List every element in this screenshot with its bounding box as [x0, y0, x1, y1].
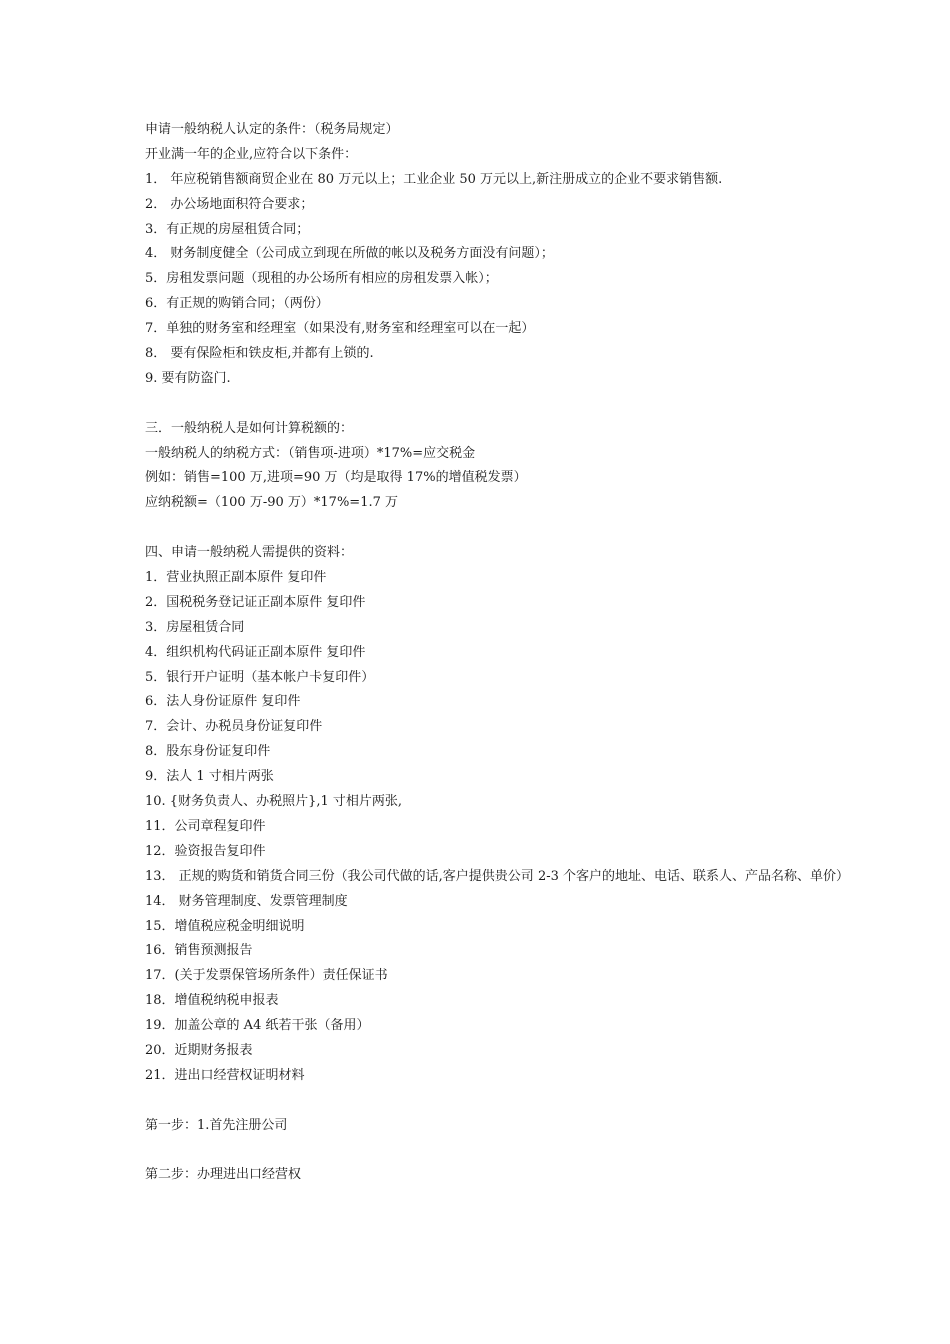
material-item: 6．法人身份证原件 复印件: [145, 694, 301, 710]
material-item: 20．近期财务报表: [145, 1042, 253, 1058]
material-item: 18．增值税纳税申报表: [145, 993, 279, 1009]
tax-result-line: 应纳税额=（100 万-90 万）*17%=1.7 万: [145, 495, 398, 511]
material-item: 17．(关于发票保管场所条件）责任保证书: [145, 968, 388, 984]
section4-title: 四、申请一般纳税人需提供的资料：: [145, 545, 354, 561]
material-item: 19．加盖公章的 A4 纸若干张（备用）: [145, 1018, 370, 1034]
step-two: 第二步：办理进出口经营权: [145, 1167, 302, 1183]
material-item: 15．增值税应税金明细说明: [145, 918, 305, 934]
tax-example-line: 例如：销售=100 万,进项=90 万（均是取得 17%的增值税发票）: [145, 470, 527, 486]
section1-intro: 开业满一年的企业,应符合以下条件：: [145, 146, 358, 162]
blank-line: [145, 516, 845, 541]
material-item: 13． 正规的购货和销货合同三份（我公司代做的话,客户提供贵公司 2-3 个客户的地址、电话、联系人、产品名称、单价）: [145, 868, 850, 884]
condition-item: 4． 财务制度健全（公司成立到现在所做的帐以及税务方面没有问题）；: [145, 246, 554, 262]
material-item: 16．销售预测报告: [145, 943, 253, 959]
condition-item: 2． 办公场地面积符合要求；: [145, 196, 314, 212]
material-item: 2．国税税务登记证正副本原件 复印件: [145, 594, 366, 610]
condition-item: 9. 要有防盗门.: [145, 370, 231, 386]
material-item: 11．公司章程复印件: [145, 818, 266, 834]
material-item: 8．股东身份证复印件: [145, 744, 271, 760]
material-item: 5．银行开户证明（基本帐户卡复印件）: [145, 669, 375, 685]
material-item: 14． 财务管理制度、发票管理制度: [145, 893, 348, 909]
section3-title: 三．一般纳税人是如何计算税额的：: [145, 420, 354, 436]
material-item: 1．营业执照正副本原件 复印件: [145, 570, 327, 586]
document-page: [145, 118, 850, 1188]
section1-title: 申请一般纳税人认定的条件：（税务局规定）: [145, 122, 399, 137]
material-item: 12．验资报告复印件: [145, 843, 266, 859]
material-item: 9．法人 1 寸相片两张: [145, 769, 274, 785]
blank-line: [145, 392, 845, 417]
condition-item: 5．房租发票问题（现租的办公场所有相应的房租发票入帐）；: [145, 271, 498, 287]
material-item: 21．进出口经营权证明材料: [145, 1067, 305, 1083]
material-item: 3．房屋租赁合同: [145, 619, 245, 635]
condition-item: 6．有正规的购销合同；（两份）: [145, 296, 329, 312]
tax-method-line: 一般纳税人的纳税方式：（销售项-进项）*17%=应交税金: [145, 445, 476, 461]
material-item: 4．组织机构代码证正副本原件 复印件: [145, 644, 366, 660]
condition-item: 7．单独的财务室和经理室（如果没有,财务室和经理室可以在一起）: [145, 321, 535, 337]
condition-item: 1． 年应税销售额商贸企业在 80 万元以上；工业企业 50 万元以上,新注册成立的企业不要求销售额.: [145, 171, 723, 187]
blank-line: [145, 1139, 845, 1164]
step-one: 第一步：1.首先注册公司: [145, 1117, 288, 1133]
condition-item: 3．有正规的房屋租赁合同；: [145, 221, 310, 237]
material-item: 10. {财务负责人、办税照片},1 寸相片两张,: [145, 794, 403, 810]
condition-item: 8． 要有保险柜和铁皮柜,并都有上锁的.: [145, 346, 374, 362]
material-item: 7．会计、办税员身份证复印件: [145, 719, 323, 735]
blank-line: [145, 1089, 845, 1114]
